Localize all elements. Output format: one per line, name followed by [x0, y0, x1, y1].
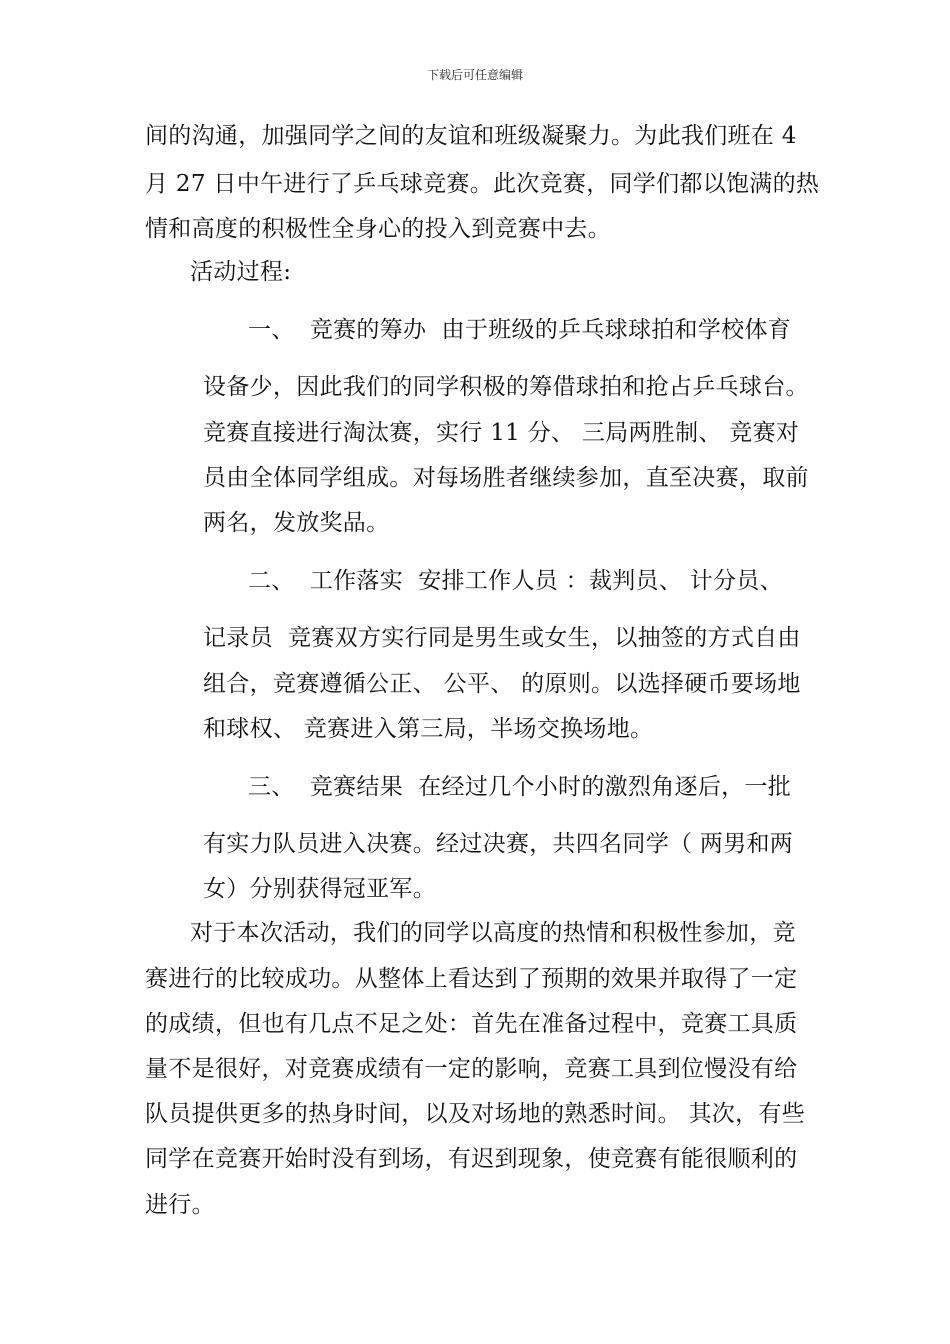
text-line: 队员提供更多的热身时间，以及对场地的熟悉时间。 其次，有些	[145, 1101, 806, 1127]
text-line: 情和高度的积极性全身心的投入到竞赛中去。	[145, 216, 611, 242]
text-line: 量不是很好，对竞赛成绩有一定的影响，竞赛工具到位慢没有给	[145, 1056, 798, 1082]
page-header: 下载后可任意编辑	[426, 68, 523, 82]
item-1-heading: 一、 竞赛的筹办 由于班级的乒乓球球拍和学校体育	[248, 317, 792, 343]
text-line: 竞赛直接进行淘汰赛，实行 11 分、 三局两胜制、 竞赛对	[203, 420, 800, 446]
text-line: 两名，发放奖品。	[203, 510, 390, 536]
text-line: 设备少，因此我们的同学积极的筹借球拍和抢占乒乓球台。	[203, 374, 809, 400]
text-line: 和球权、 竞赛进入第三局，半场交换场地。	[203, 716, 654, 742]
text-line: 女）分别获得冠亚军。	[203, 876, 436, 902]
summary-line: 对于本次活动，我们的同学以高度的热情和积极性参加，竞	[190, 920, 796, 946]
text-line: 进行。	[145, 1192, 215, 1218]
text-line: 月 27 日中午进行了乒乓球竞赛。此次竞赛，同学们都以饱满的热	[145, 171, 820, 197]
text-line: 赛进行的比较成功。从整体上看达到了预期的效果并取得了一定	[145, 966, 798, 992]
section-heading: 活动过程:	[190, 259, 292, 285]
text-line: 员由全体同学组成。对每场胜者继续参加，直至决赛，取前	[203, 465, 809, 491]
text-line: 的成绩，但也有几点不足之处：首先在准备过程中，竞赛工具质	[145, 1011, 798, 1037]
item-3-heading: 三、 竞赛结果 在经过几个小时的激烈角逐后，一批	[248, 774, 792, 800]
text-line: 间的沟通，加强同学之间的友谊和班级凝聚力。为此我们班在 4	[145, 123, 797, 149]
item-2-heading: 二、 工作落实 安排工作人员 ：裁判员、 计分员、	[248, 568, 783, 594]
text-line: 记录员 竞赛双方实行同是男生或女生，以抽签的方式自由	[203, 625, 801, 651]
text-line: 组合，竞赛遵循公正、 公平、 的原则。以选择硬币要场地	[203, 671, 801, 697]
text-line: 有实力队员进入决赛。经过决赛，共四名同学（ 两男和两	[203, 831, 794, 857]
text-line: 同学在竞赛开始时没有到场，有迟到现象，使竞赛有能很顺利的	[145, 1146, 798, 1172]
